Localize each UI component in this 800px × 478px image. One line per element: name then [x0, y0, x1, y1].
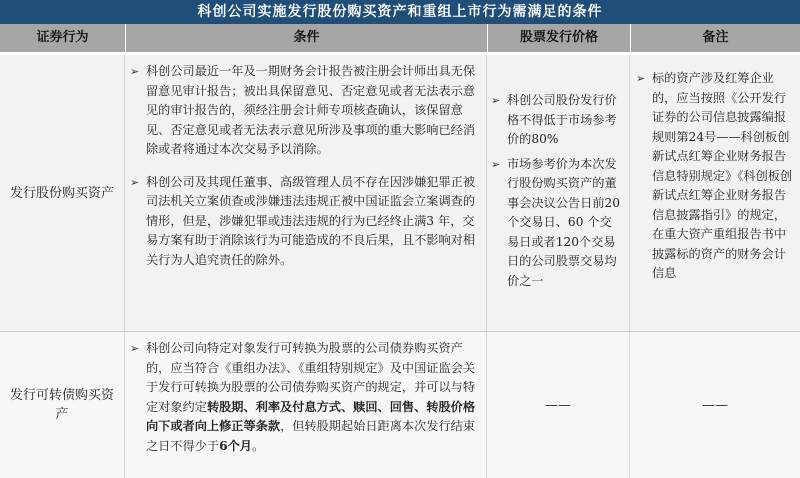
header-securities-action: 证券行为: [0, 24, 125, 52]
row2-notes: ——: [702, 397, 728, 413]
list-item: ➢ 科创公司最近一年及一期财务会计报告被注册会计师出具无保留意见审计报告；被出具保留意见、否定意见或者无法表示意见的审计报告的，须经注册会计师专项核查确认，该保留意见、否定意见或者无法表示意见所涉及事项的重大影响已经消除或者将通过本次交易予以消除。: [130, 64, 476, 156]
table-title: 科创公司实施发行股份购买资产和重组上市行为需满足的条件: [0, 0, 800, 24]
list-item: ➢ 科创公司向特定对象发行可转换为股票的公司债券购买资产的，应当符合《重组办法》、《重组特别规定》及中国证监会关于发行可转换为股票的公司债券购买资产的规定，并可以与特定对象约定转股期、利率及付息方式、赎回、回售、转股价格向下或者向上修正等条款，但转股期起始日距离本次发行结束之日不得少于6个月。: [130, 341, 476, 453]
row2-conditions-cell: [125, 331, 487, 478]
row2-price-cell: [487, 331, 630, 478]
list-item: ➢ 市场参考价为本次发行股份购买资产的董事会决议公告日前20个交易日、60 个交易日或者120个交易日的公司股票交易均价之一: [491, 156, 621, 288]
row1-conditions-cell: [125, 55, 487, 331]
row1-action-cell: [0, 55, 125, 331]
header-conditions: 条件: [126, 24, 487, 52]
row2-price: ——: [545, 397, 571, 413]
row1-notes-list: [630, 55, 800, 284]
row2-conditions-list: [125, 332, 486, 456]
row2-notes-cell: [630, 331, 800, 478]
list-item: ➢ 科创公司及其现任董事、高级管理人员不存在因涉嫌犯罪正被司法机关立案侦查或涉嫌违法违规正被中国证监会立案调查的情形，但是，涉嫌犯罪或违法违规的行为已经终止满3 年，交易方案有助于消除该行为可能造成的不良后果，且不影响对相关行为人追究责任的除外。: [130, 174, 476, 267]
arrow-bullet-icon: ➢: [491, 94, 501, 107]
header-notes: 备注: [631, 24, 800, 52]
row1-conditions-list: [125, 55, 486, 270]
arrow-bullet-icon: ➢: [491, 157, 501, 171]
arrow-bullet-icon: ➢: [130, 342, 140, 355]
arrow-bullet-icon: ➢: [130, 65, 140, 78]
list-item: ➢ 科创公司股份发行价格不得低于市场参考价的80%: [491, 93, 617, 146]
row2-action: 发行可转债购买资产: [9, 388, 114, 422]
arrow-bullet-icon: ➢: [636, 72, 646, 85]
row1-price-cell: [487, 55, 630, 331]
row1-price-list: [487, 55, 629, 291]
row1-notes-cell: [630, 55, 800, 331]
arrow-bullet-icon: ➢: [130, 175, 140, 189]
row1-action: 发行股份购买资产: [9, 185, 114, 201]
list-item: ➢ 标的资产涉及红筹企业的，应当按照《公开发行证券的公司信息披露编报规则第24号——科创板创新试点红筹企业财务报告信息特别规定》《科创板创新试点红筹企业财务报告信息披露指引》的规定，在重大资产重组报告书中披露标的资产的财务会计信息: [636, 71, 793, 280]
row2-action-cell: [0, 331, 125, 478]
header-share-price: 股票发行价格: [488, 24, 630, 52]
